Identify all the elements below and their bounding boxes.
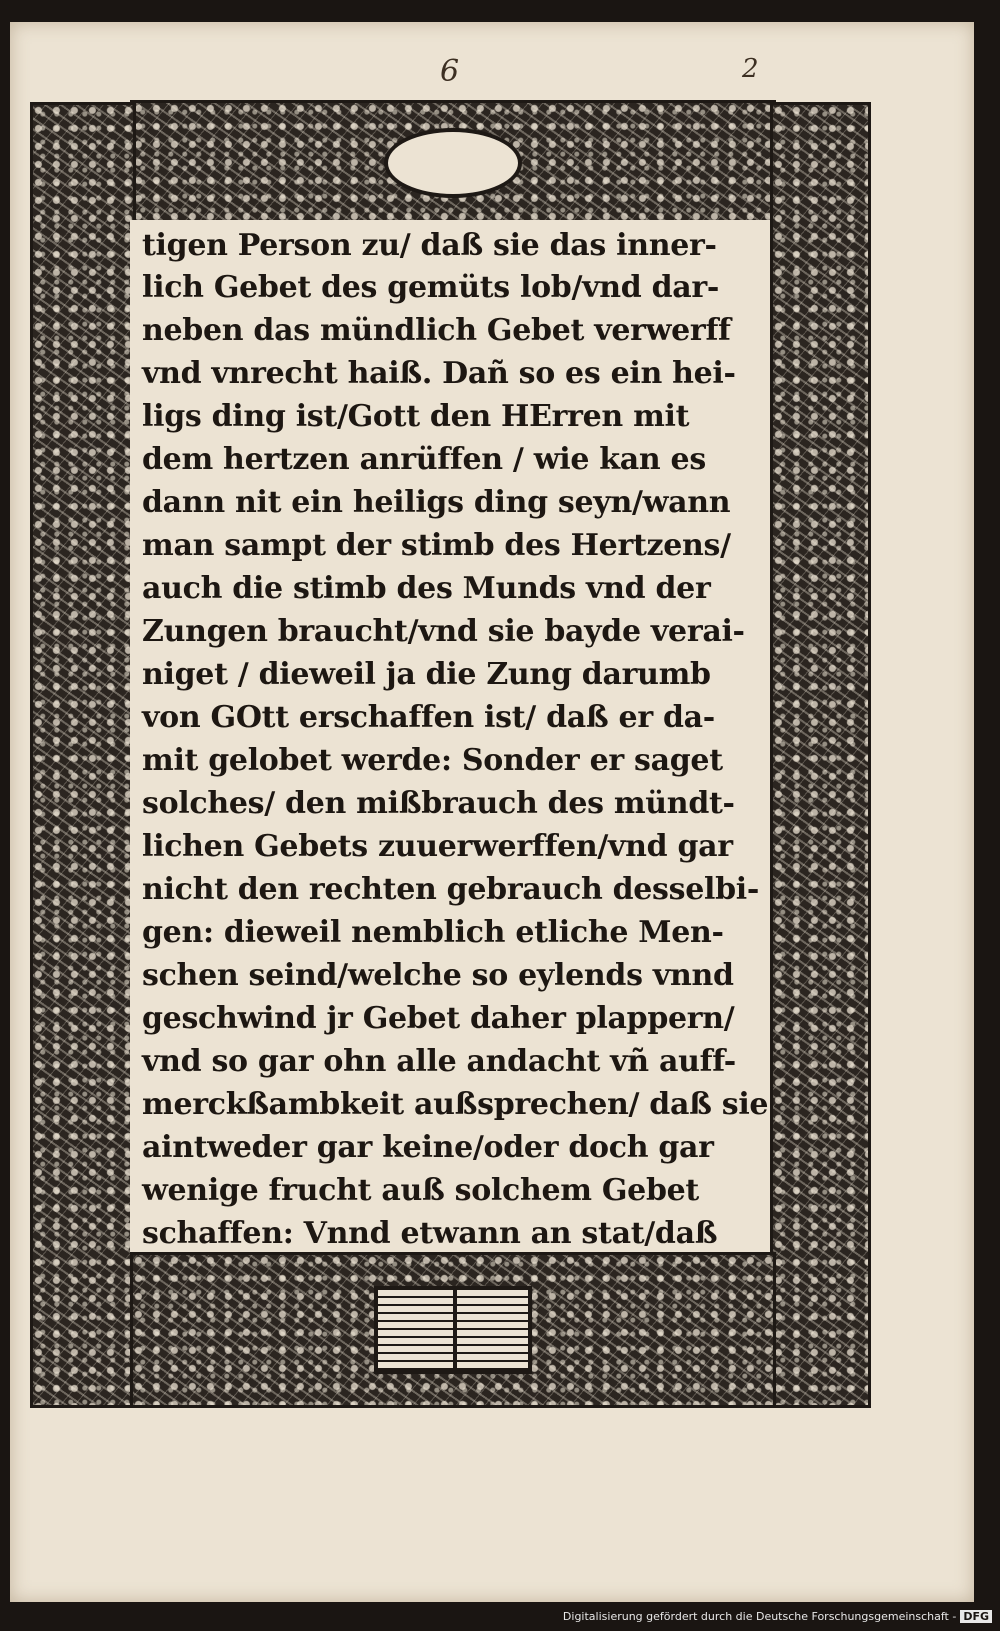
text-line: tigen Person zu/ daß sie das inner- xyxy=(142,228,717,263)
text-line: niget / dieweil ja die Zung darumb xyxy=(142,657,711,692)
text-line: gen: dieweil nemblich etliche Men- xyxy=(142,915,724,950)
woodcut-border-left xyxy=(30,102,136,1408)
text-line: dem hertzen anrüffen / wie kan es xyxy=(142,442,706,477)
text-block xyxy=(130,220,770,1252)
digitization-credit xyxy=(563,1610,992,1623)
text-line: vnd vnrecht haiß. Dañ so es ein hei- xyxy=(142,356,736,391)
woodcut-border-bottom xyxy=(130,1252,776,1408)
open-book-icon xyxy=(374,1286,532,1374)
book-page xyxy=(10,22,974,1602)
woodcut-border-right xyxy=(770,102,871,1408)
text-line: von GOtt erschaffen ist/ daß er da- xyxy=(142,700,715,735)
text-line: lich Gebet des gemüts lob/vnd dar- xyxy=(142,270,720,305)
woodcut-border-top xyxy=(130,100,776,226)
text-line: auch die stimb des Munds vnd der xyxy=(142,571,711,606)
text-line: dann nit ein heiligs ding seyn/wann xyxy=(142,485,731,520)
text-line: ligs ding ist/Gott den HErren mit xyxy=(142,399,690,434)
cartouche-ornament-icon xyxy=(384,128,522,198)
text-line: solches/ den mißbrauch des mündt- xyxy=(142,786,735,821)
text-line: man sampt der stimb des Hertzens/ xyxy=(142,528,731,563)
text-line: nicht den rechten gebrauch desselbi- xyxy=(142,872,760,907)
dfg-logo: DFG xyxy=(960,1610,992,1623)
text-line: geschwind jr Gebet daher plappern/ xyxy=(142,1001,735,1036)
text-line: mit gelobet werde: Sonder er saget xyxy=(142,743,723,778)
text-line: Zungen braucht/vnd sie bayde verai- xyxy=(142,614,745,649)
folio-number-right: 2 xyxy=(742,54,759,84)
folio-number-left: 6 xyxy=(440,54,460,89)
text-line: neben das mündlich Gebet verwerff xyxy=(142,313,731,348)
credit-text: Digitalisierung gefördert durch die Deutsche Forschungsgemeinschaft - xyxy=(562,1610,957,1623)
text-line: schaffen: Vnnd etwann an stat/daß xyxy=(142,1216,718,1251)
text-line: aintweder gar keine/oder doch gar xyxy=(142,1130,714,1165)
text-line: schen seind/welche so eylends vnnd xyxy=(142,958,734,993)
text-line: lichen Gebets zuuerwerffen/vnd gar xyxy=(142,829,733,864)
text-line: merckßambkeit außsprechen/ daß sie xyxy=(142,1087,769,1122)
text-line: vnd so gar ohn alle andacht vñ auff- xyxy=(142,1044,736,1079)
text-line: wenige frucht auß solchem Gebet xyxy=(142,1173,699,1208)
